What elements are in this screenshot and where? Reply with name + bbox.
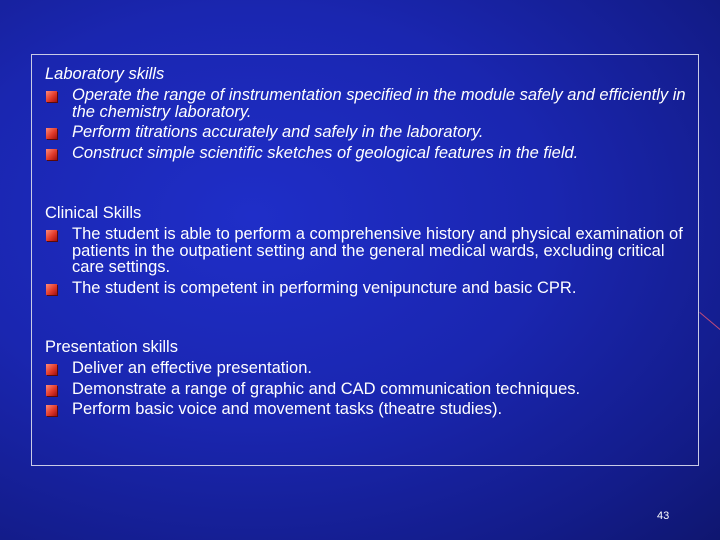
list-item-text: Perform basic voice and movement tasks (theatre studies). xyxy=(72,400,503,418)
list-item xyxy=(45,145,690,162)
decorative-line xyxy=(699,312,720,338)
list-item xyxy=(45,381,690,398)
section-heading: Presentation skills xyxy=(45,338,178,356)
section-laboratory-skills xyxy=(45,65,690,165)
section-presentation-skills xyxy=(45,338,690,422)
list-item xyxy=(45,280,690,297)
square-bullet-icon xyxy=(46,284,57,295)
page-number: 43 xyxy=(657,510,670,522)
list-item-text: Perform titrations accurately and safely in the laboratory. xyxy=(72,123,484,141)
square-bullet-icon xyxy=(46,91,57,102)
square-bullet-icon xyxy=(46,149,57,160)
list-item-text: Operate the range of instrumentation specified in the module safely and efficiently in the chemistry laboratory. xyxy=(72,86,686,121)
section-heading: Clinical Skills xyxy=(45,204,142,222)
list-item xyxy=(45,124,690,141)
list-item xyxy=(45,401,690,418)
list-item-text: The student is competent in performing venipuncture and basic CPR. xyxy=(72,278,577,297)
list-item-text: Demonstrate a range of graphic and CAD communication techniques. xyxy=(72,379,581,398)
list-item-text: The student is able to perform a comprehensive history and physical examination of patients in the outpatient setting and the general medical wards, excluding critical care settings. xyxy=(72,225,683,276)
section-heading: Laboratory skills xyxy=(45,65,165,83)
list-item xyxy=(45,360,690,377)
list-item-text: Deliver an effective presentation. xyxy=(72,359,312,377)
list-item xyxy=(45,87,690,120)
square-bullet-icon xyxy=(46,385,57,396)
content-box xyxy=(31,54,699,466)
square-bullet-icon xyxy=(46,405,57,416)
list-item-text: Construct simple scientific sketches of geological features in the field. xyxy=(72,143,579,162)
square-bullet-icon xyxy=(46,128,57,139)
square-bullet-icon xyxy=(46,364,57,375)
square-bullet-icon xyxy=(46,230,57,241)
section-clinical-skills xyxy=(45,204,690,300)
list-item xyxy=(45,226,690,276)
